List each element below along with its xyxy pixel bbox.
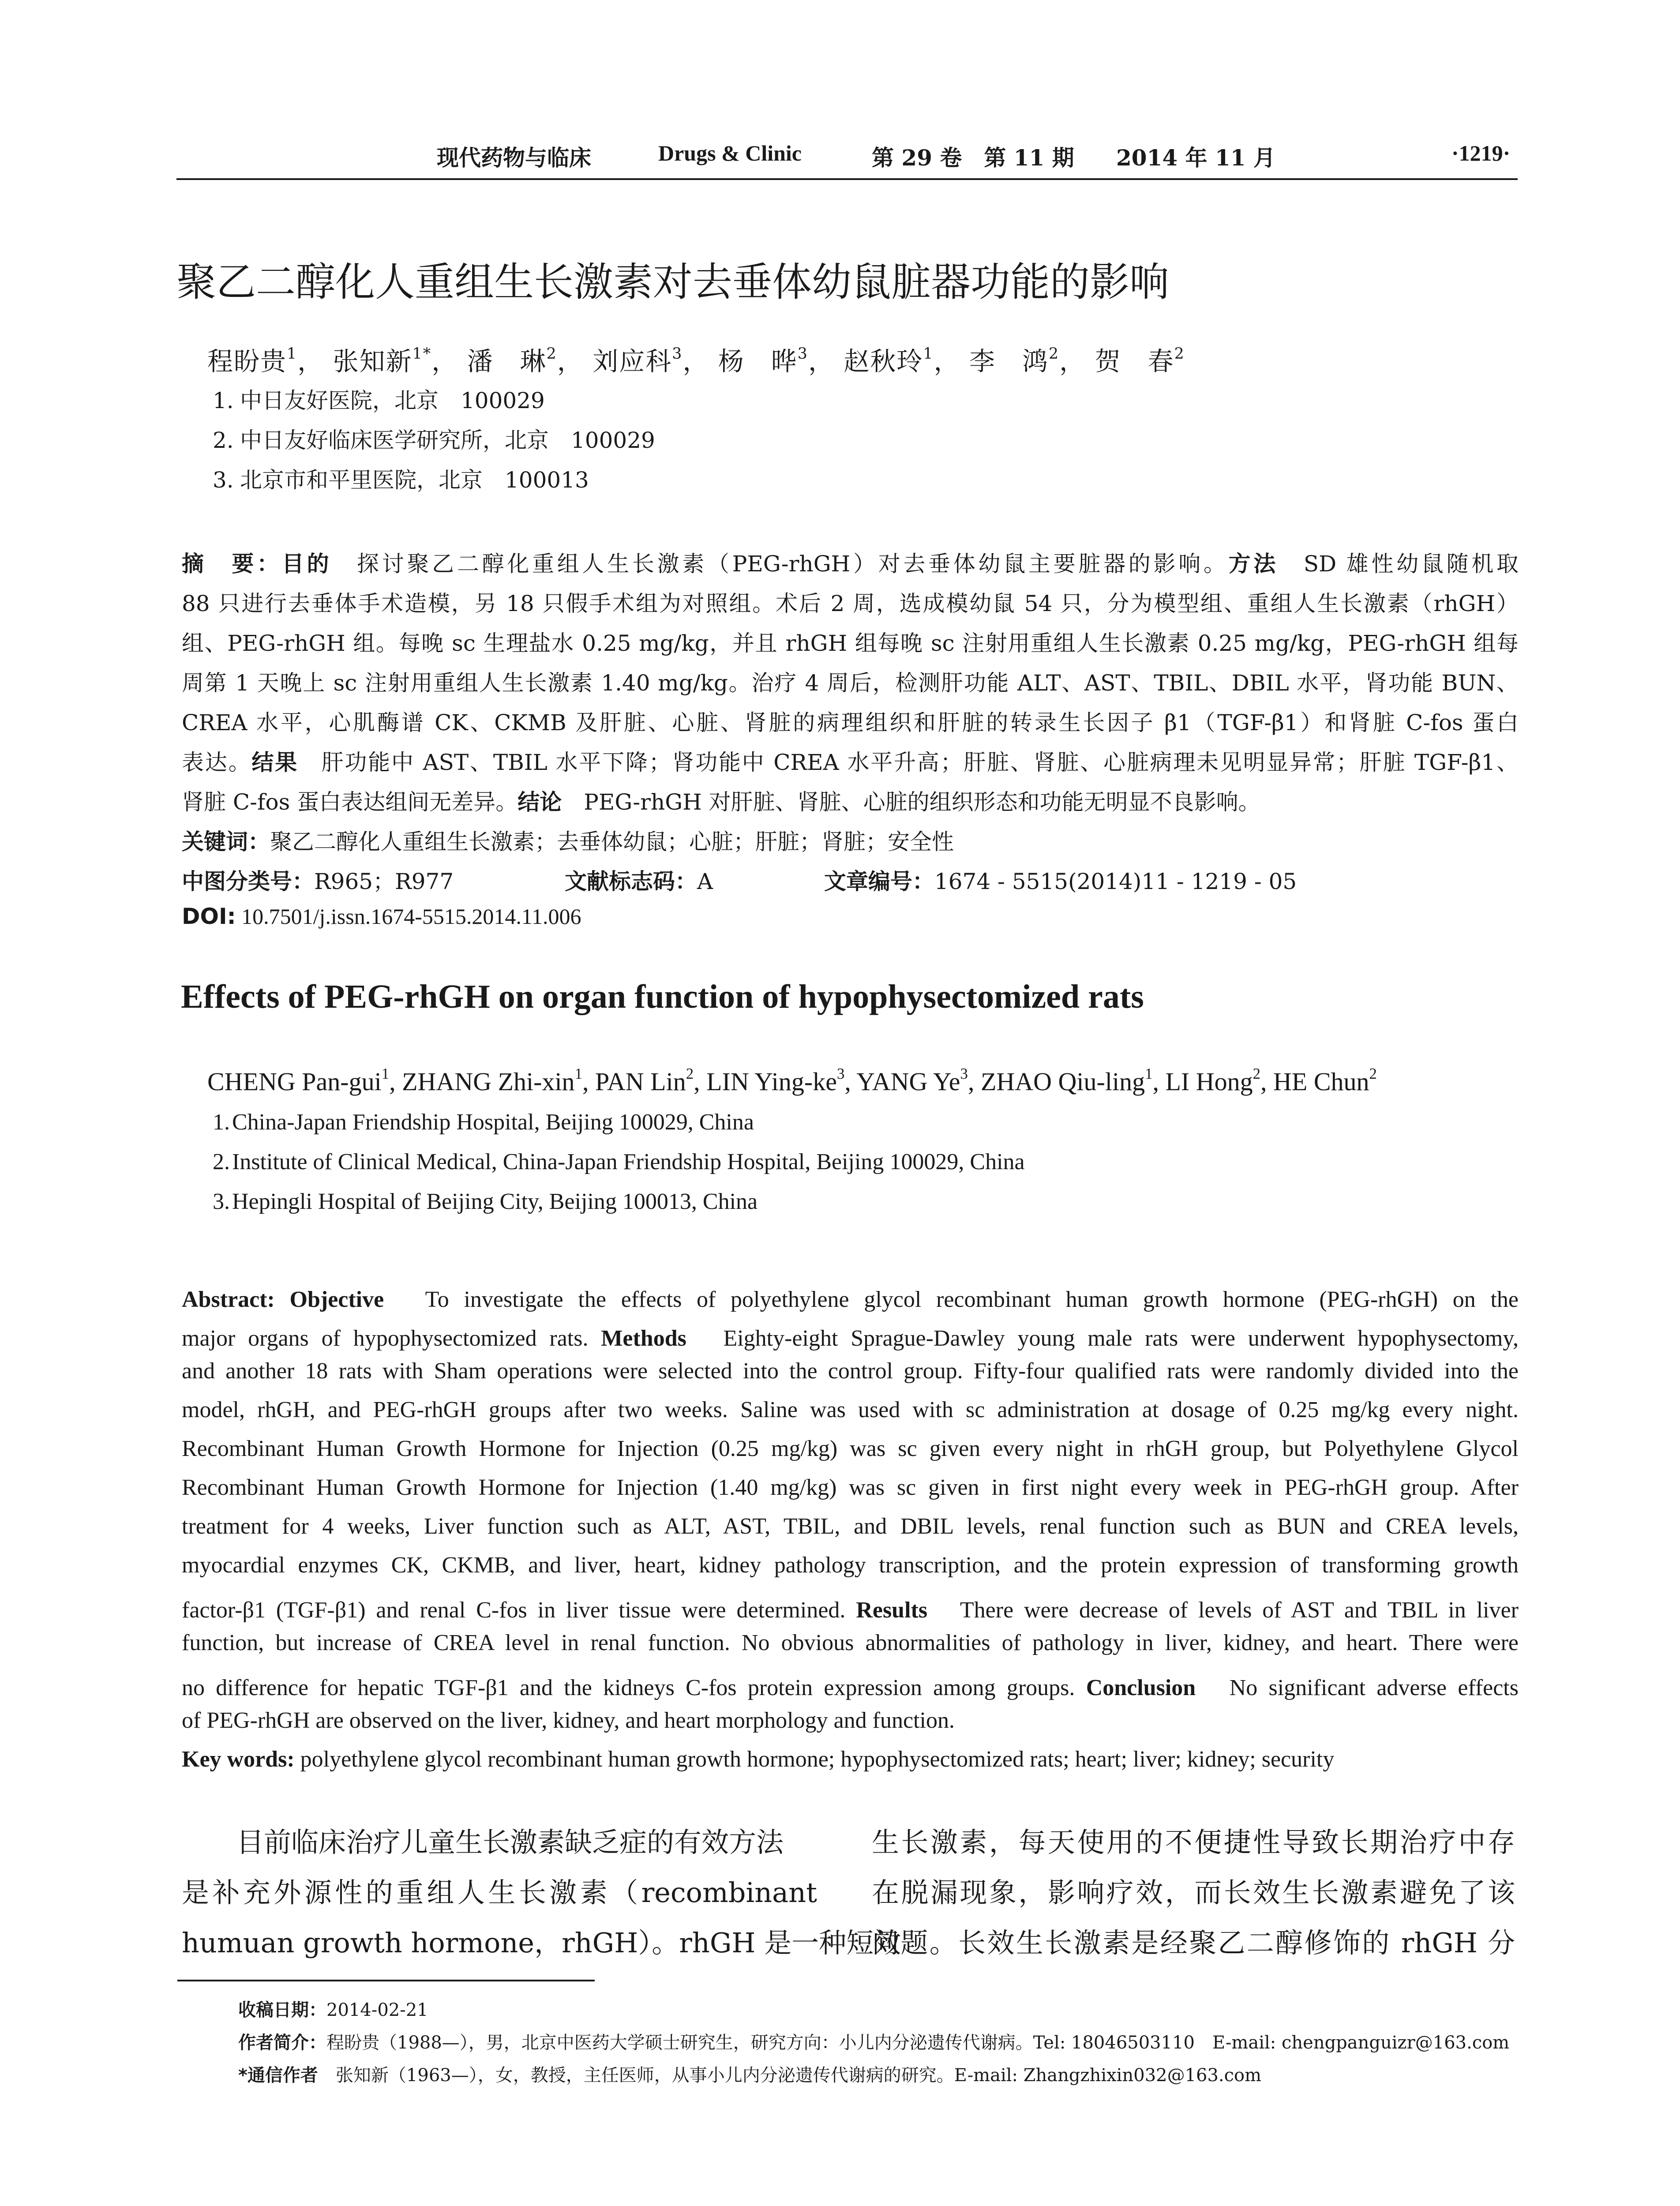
abstract-en-line: major organs of hypophysectomized rats. Methods Eighty-eight Sprague-Dawley young male rats were underwent hypophysectomy, (182, 1326, 1519, 1351)
author-sup: 1* (412, 345, 432, 363)
abstract-en-line: and another 18 rats with Sham operations were selected into the control group. Fifty-four qualified rats were randomly divided into the (182, 1358, 1519, 1384)
running-header (176, 140, 1518, 176)
abstract-en-line: of PEG-rhGH are observed on the liver, kidney, and heart morphology and function. (182, 1708, 955, 1733)
footnote-bio: 作者简介：程盼贵（1988—），男，北京中医药大学硕士研究生，研究方向：小儿内分泌遗传代谢病。Tel: 18046503110 E-mail: chengpanguizr@163.com (238, 2033, 1510, 2053)
abstract-en-line: model, rhGH, and PEG-rhGH groups after two weeks. Saline was used with sc administration at dosage of 0.25 mg/kg every night. (182, 1397, 1519, 1422)
abstract-en-line: no difference for hepatic TGF-β1 and the kidneys C-fos protein expression among groups. Conclusion No significant adverse effects (182, 1675, 1519, 1700)
affiliation-en: 1.China-Japan Friendship Hospital, Beijing 100029, China (213, 1110, 754, 1135)
issue-date: 2014 年 11 月 (1116, 145, 1275, 171)
footnote-rule (177, 1980, 595, 1981)
abstract-cn-line: 周第 1 天晚上 sc 注射用重组人生长激素 1.40 mg/kg。治疗 4 周后，检测肝功能 ALT、AST、TBIL、DBIL 水平，肾功能 BUN、 (182, 670, 1519, 696)
abstract-cn-line: 摘 要：目的 探讨聚乙二醇化重组人生长激素（PEG-rhGH）对去垂体幼鼠主要脏器的影响。方法 SD 雄性幼鼠随机取 (182, 551, 1519, 577)
abstract-cn-line: 表达。结果 肝功能中 AST、TBIL 水平下降；肾功能中 CREA 水平升高；肝脏、肾脏、心脏病理未见明显异常；肝脏 TGF-β1、 (182, 750, 1519, 775)
authors-en: CHENG Pan-gui$^1$, ZHANG Zhi-xin$^1$, PAN Lin$^2$, LIN Ying-$ke^3$, YANG Ye$^3$, ZHAO Qiu-ling$^1$, LI Hong$^2$, HE Chun$^2$ (207, 1065, 1377, 1096)
abstract-cn-line: 肾脏 C-fos 蛋白表达组间无差异。结论 PEG-rhGH 对肝脏、肾脏、心脏的组织形态和功能无明显不良影响。 (182, 789, 1260, 815)
author: 李 鸿 (969, 346, 1049, 376)
body-col2-line: 问题。长效生长激素是经聚乙二醇修饰的 rhGH 分 (872, 1927, 1515, 1959)
author: 杨 晔 (718, 346, 798, 376)
abstract-cn-line: 组、PEG-rhGH 组。每晚 sc 生理盐水 0.25 mg/kg，并且 rhGH 组每晚 sc 注射用重组人生长激素 0.25 mg/kg，PEG-rhGH 组每 (182, 630, 1519, 656)
author-sup: 2 (1174, 345, 1185, 363)
abstract-en-line: factor-β1 (TGF-β1) and renal C-fos in liver tissue were determined. Results There were decrease of levels of AST and TBIL in liver (182, 1598, 1519, 1623)
journal-name-cn: 现代药物与临床 (437, 145, 591, 171)
abstract-en-line: Recombinant Human Growth Hormone for Injection (1.40 mg/kg) was sc given in first night every week in PEG-rhGH group. After (182, 1475, 1519, 1500)
author: 贺 春 (1095, 346, 1174, 376)
journal-name-en: Drugs & Clinic (658, 141, 802, 165)
body-col2-line: 在脱漏现象，影响疗效，而长效生长激素避免了该 (872, 1876, 1515, 1909)
affiliation-en: 2.Institute of Clinical Medical, China-Japan Friendship Hospital, Beijing 100029, China (213, 1149, 1025, 1174)
footnote-received: 收稿日期：2014-02-21 (238, 2000, 428, 2020)
abstract-en-line: Abstract: Objective To investigate the effects of polyethylene glycol recombinant human growth hormone (PEG-rhGH) on the (182, 1287, 1519, 1312)
abstract-cn-line: CREA 水平，心肌酶谱 CK、CKMB 及肝脏、心脏、肾脏的病理组织和肝脏的转录生长因子 β1（TGF-β1）和肾脏 C-fos 蛋白 (182, 710, 1519, 735)
classification-line: 中图分类号：R965；R977 文献标志码：A 文章编号：1674 - 5515(2014)11 - 1219 - 05 (182, 869, 1297, 894)
author-sup: 2 (1048, 345, 1060, 363)
affiliation-cn: 2. 中日友好临床医学研究所，北京 100029 (213, 428, 655, 453)
body-col1-line: humuan growth hormone，rhGH）。rhGH 是一种短效 (182, 1927, 901, 1959)
title-en: Effects of PEG-rhGH on organ function of hypophysectomized rats (181, 978, 1144, 1015)
footnote-corresponding: *通信作者 张知新（1963—），女，教授，主任医师，从事小儿内分泌遗传代谢病的研究。E-mail: Zhangzhixin032@163.com (238, 2065, 1262, 2086)
author-sup: 3 (797, 345, 808, 363)
author: 程盼贵 (207, 346, 287, 376)
author: 张知新 (333, 346, 412, 376)
abstract-en-line: function, but increase of CREA level in renal function. No obvious abnormalities of pathology in liver, kidney, and heart. There were (182, 1630, 1519, 1655)
author: 赵秋玲 (844, 346, 923, 376)
abstract-en-line: treatment for 4 weeks, Liver function such as ALT, AST, TBIL, and DBIL levels, renal function such as BUN and CREA levels, (182, 1514, 1519, 1539)
body-col1-line: 是补充外源性的重组人生长激素（recombinant (182, 1876, 817, 1909)
title-cn: 聚乙二醇化人重组生长激素对去垂体幼鼠脏器功能的影响 (176, 259, 1169, 305)
header-rule (176, 178, 1518, 180)
doi-line: DOI: 10.7501/j.issn.1674-5515.2014.11.006 (182, 904, 581, 929)
author-sup: 3 (672, 345, 683, 363)
abstract-en-line: myocardial enzymes CK, CKMB, and liver, heart, kidney pathology transcription, and the protein expression of transforming growth (182, 1553, 1519, 1578)
author-sup: 1 (923, 345, 934, 363)
authors-cn: 程盼贵$^1$， 张知新$^{1*}$， 潘 琳$^2$， 刘应科$^3$， 杨 晔$^3$， 赵秋玲$^1$， 李 鸿$^2$， 贺 春$^2$ (207, 345, 1185, 376)
keywords-en: Key words: polyethylene glycol recombinant human growth hormone; hypophysectomized rats; heart; liver; kidney; security (182, 1747, 1335, 1772)
page-number: ·1219· (1451, 141, 1511, 165)
author-sup: 2 (546, 345, 557, 363)
abstract-cn-line: 88 只进行去垂体手术造模，另 18 只假手术组为对照组。术后 2 周，选成模幼鼠 54 只，分为模型组、重组人生长激素（rhGH） (182, 591, 1519, 616)
author: 刘应科 (592, 346, 672, 376)
author: 潘 琳 (467, 346, 547, 376)
volume-issue: 第 29 卷 第 11 期 (872, 145, 1074, 171)
body-col2-line: 生长激素，每天使用的不便捷性导致长期治疗中存 (872, 1826, 1515, 1858)
keywords-cn: 关键词：聚乙二醇化人重组生长激素；去垂体幼鼠；心脏；肝脏；肾脏；安全性 (182, 829, 954, 855)
affiliation-en: 3.Hepingli Hospital of Beijing City, Beijing 100013, China (213, 1189, 758, 1214)
author-sup: 1 (287, 345, 298, 363)
affiliation-cn: 1. 中日友好医院，北京 100029 (213, 388, 545, 413)
affiliation-cn: 3. 北京市和平里医院，北京 100013 (213, 467, 589, 493)
abstract-en-line: Recombinant Human Growth Hormone for Injection (0.25 mg/kg) was sc given every night in rhGH group, but Polyethylene Glycol (182, 1436, 1519, 1461)
body-col1-line: 目前临床治疗儿童生长激素缺乏症的有效方法 (236, 1826, 784, 1858)
